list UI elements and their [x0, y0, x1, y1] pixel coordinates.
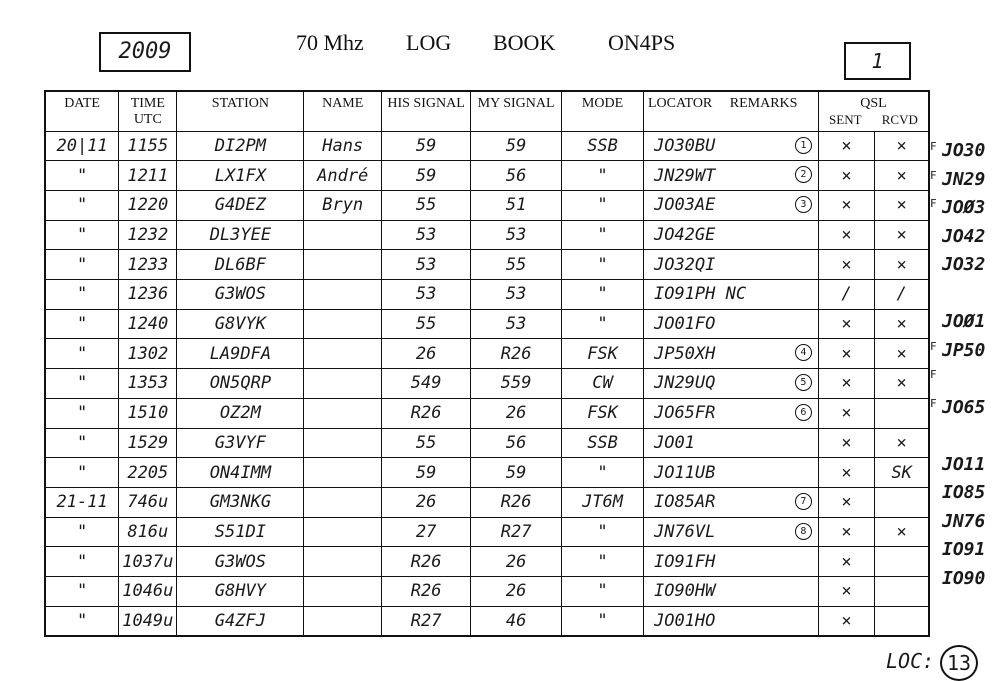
side-f-mark: F — [930, 168, 937, 182]
side-locator-note — [932, 140, 1001, 161]
side-notes — [932, 140, 1001, 620]
name-cell — [304, 547, 382, 577]
side-locator-text: JOØ1 — [942, 311, 986, 332]
date-cell: " — [45, 280, 119, 310]
table-row — [45, 398, 929, 428]
qsl-sent-cell: × — [818, 220, 874, 250]
locator-cell — [643, 190, 818, 220]
his-signal-cell: 53 — [382, 220, 471, 250]
mode-cell: " — [562, 458, 644, 488]
table-row — [45, 428, 929, 458]
locator-cell — [643, 220, 818, 250]
table-row — [45, 131, 929, 161]
time-cell: 1037u — [119, 547, 177, 577]
qsl-rcvd-cell — [875, 547, 929, 577]
log-table — [44, 90, 930, 637]
side-locator-note — [932, 511, 1001, 532]
locator-cell — [643, 369, 818, 399]
mode-cell: " — [562, 517, 644, 547]
date-cell: " — [45, 577, 119, 607]
qsl-sent-cell: × — [818, 250, 874, 280]
qsl-rcvd-cell: × — [875, 131, 929, 161]
remark-number: 7 — [795, 493, 812, 510]
station-cell: ON4IMM — [177, 458, 304, 488]
qsl-sent-cell: × — [818, 339, 874, 369]
his-signal-cell: R26 — [382, 547, 471, 577]
locator-cell — [643, 458, 818, 488]
qsl-sent-cell: × — [818, 369, 874, 399]
time-cell: 1049u — [119, 606, 177, 636]
time-cell: 1353 — [119, 369, 177, 399]
his-signal-cell: 27 — [382, 517, 471, 547]
time-cell: 1510 — [119, 398, 177, 428]
my-signal-cell: 56 — [471, 161, 562, 191]
side-locator-text: JO30 — [942, 140, 986, 161]
locator-text: IO91FH — [653, 551, 716, 572]
qsl-rcvd-cell: × — [875, 428, 929, 458]
locator-text: JP50XH — [653, 343, 716, 364]
qsl-rcvd-label: RCVD — [881, 112, 918, 127]
side-locator-text: IO91 — [942, 539, 986, 560]
qsl-sent-cell: / — [818, 280, 874, 310]
locator-cell — [643, 517, 818, 547]
locator-count-footer — [886, 643, 986, 679]
time-cell: 1220 — [119, 190, 177, 220]
col-header-locator-remarks: LOCATOR REMARKS — [643, 91, 818, 131]
locator-text: JN29WT — [653, 165, 716, 186]
table-row — [45, 517, 929, 547]
name-cell — [304, 487, 382, 517]
side-f-mark: F — [930, 339, 937, 353]
side-locator-text: JP50 — [942, 339, 986, 361]
his-signal-cell: 53 — [382, 250, 471, 280]
side-f-mark: F — [930, 140, 937, 153]
side-locator-note — [932, 311, 1001, 332]
station-cell: G3VYF — [177, 428, 304, 458]
side-locator-note — [932, 425, 1001, 446]
date-cell: " — [45, 369, 119, 399]
locator-cell — [643, 339, 818, 369]
his-signal-cell: 26 — [382, 339, 471, 369]
time-cell: 1211 — [119, 161, 177, 191]
my-signal-cell: 53 — [471, 280, 562, 310]
date-cell: " — [45, 309, 119, 339]
mode-cell: " — [562, 161, 644, 191]
my-signal-cell: 51 — [471, 190, 562, 220]
qsl-rcvd-cell: × — [875, 190, 929, 220]
table-row — [45, 487, 929, 517]
side-locator-note — [932, 254, 1001, 275]
qsl-rcvd-cell — [875, 577, 929, 607]
date-cell: " — [45, 428, 119, 458]
locator-text: JO32QI — [653, 254, 716, 275]
side-locator-note — [932, 340, 1001, 361]
locator-cell — [643, 309, 818, 339]
loc-count-circle: 13 — [940, 645, 978, 681]
date-cell: " — [45, 606, 119, 636]
his-signal-cell: R26 — [382, 398, 471, 428]
my-signal-cell: 26 — [471, 577, 562, 607]
side-f-mark: F — [930, 197, 937, 210]
date-cell: " — [45, 161, 119, 191]
station-cell: G8VYK — [177, 309, 304, 339]
locator-text: JO01 — [653, 432, 695, 453]
title-band: 70 Mhz — [296, 30, 364, 55]
locator-cell — [643, 398, 818, 428]
side-locator-note — [932, 454, 1001, 475]
side-locator-note — [932, 283, 1001, 304]
locator-text: JO65FR — [653, 403, 716, 424]
time-cell: 2205 — [119, 458, 177, 488]
date-cell: 20|11 — [45, 131, 119, 161]
my-signal-cell: 26 — [471, 547, 562, 577]
qsl-rcvd-cell — [875, 398, 929, 428]
station-cell: OZ2M — [177, 398, 304, 428]
col-header-date: DATE — [45, 91, 119, 131]
side-locator-text: JN29 — [942, 168, 986, 190]
qsl-rcvd-cell: SK — [875, 458, 929, 488]
locator-cell — [643, 577, 818, 607]
my-signal-cell: 53 — [471, 220, 562, 250]
locator-cell — [643, 280, 818, 310]
date-cell: " — [45, 220, 119, 250]
locator-text: JN76VL — [653, 521, 716, 542]
mode-cell: FSK — [562, 339, 644, 369]
my-signal-cell: 559 — [471, 369, 562, 399]
my-signal-cell: 59 — [471, 458, 562, 488]
side-locator-note — [932, 568, 1001, 589]
table-row — [45, 577, 929, 607]
name-cell: Bryn — [304, 190, 382, 220]
mode-cell: " — [562, 547, 644, 577]
title-book: BOOK — [493, 30, 556, 55]
date-cell: " — [45, 190, 119, 220]
remark-number: 6 — [795, 404, 812, 421]
locator-cell — [643, 250, 818, 280]
date-cell: " — [45, 517, 119, 547]
remark-number: 2 — [795, 166, 812, 183]
locator-cell — [643, 606, 818, 636]
name-cell: Hans — [304, 131, 382, 161]
table-row — [45, 250, 929, 280]
station-cell: DL3YEE — [177, 220, 304, 250]
station-cell: S51DI — [177, 517, 304, 547]
time-cell: 1232 — [119, 220, 177, 250]
side-f-mark: F — [930, 368, 937, 381]
side-locator-text: JO65 — [942, 396, 986, 418]
table-row — [45, 369, 929, 399]
mode-cell: " — [562, 220, 644, 250]
locator-cell — [643, 131, 818, 161]
qsl-sent-cell: × — [818, 309, 874, 339]
side-locator-note — [932, 482, 1001, 503]
col-header-his-signal: HIS SIGNAL — [382, 91, 471, 131]
qsl-rcvd-cell: × — [875, 369, 929, 399]
locator-text: JO11UB — [653, 462, 716, 483]
mode-cell: " — [562, 309, 644, 339]
station-cell: G3WOS — [177, 280, 304, 310]
mode-cell: " — [562, 606, 644, 636]
remark-number: 4 — [795, 344, 812, 361]
station-cell: ON5QRP — [177, 369, 304, 399]
qsl-sent-cell: × — [818, 161, 874, 191]
date-cell: 21-11 — [45, 487, 119, 517]
date-cell: " — [45, 250, 119, 280]
name-cell: André — [304, 161, 382, 191]
my-signal-cell: 59 — [471, 131, 562, 161]
qsl-rcvd-cell — [875, 487, 929, 517]
qsl-sent-cell: × — [818, 606, 874, 636]
my-signal-cell: 46 — [471, 606, 562, 636]
date-cell: " — [45, 339, 119, 369]
name-cell — [304, 220, 382, 250]
side-locator-note — [932, 226, 1001, 247]
time-cell: 1236 — [119, 280, 177, 310]
col-header-qsl — [818, 91, 929, 131]
station-cell: G4DEZ — [177, 190, 304, 220]
locator-text: JO01HO — [653, 610, 716, 631]
mode-cell: SSB — [562, 131, 644, 161]
remark-number: 3 — [795, 196, 812, 213]
locator-cell — [643, 428, 818, 458]
date-cell: " — [45, 398, 119, 428]
locator-text: JO01FO — [653, 314, 716, 335]
mode-cell: CW — [562, 369, 644, 399]
his-signal-cell: R27 — [382, 606, 471, 636]
name-cell — [304, 606, 382, 636]
qsl-rcvd-cell: × — [875, 161, 929, 191]
date-cell: " — [45, 458, 119, 488]
qsl-rcvd-cell: × — [875, 250, 929, 280]
time-cell: 1233 — [119, 250, 177, 280]
locator-text: JO03AE — [653, 195, 716, 216]
station-cell: LA9DFA — [177, 339, 304, 369]
name-cell — [304, 369, 382, 399]
side-locator-text: JN76 — [942, 510, 986, 532]
remark-number: 1 — [795, 137, 812, 154]
time-cell: 1529 — [119, 428, 177, 458]
his-signal-cell: 549 — [382, 369, 471, 399]
time-cell: 1155 — [119, 131, 177, 161]
table-header-row — [45, 91, 929, 131]
qsl-sent-cell: × — [818, 517, 874, 547]
my-signal-cell: 26 — [471, 398, 562, 428]
page-number-box: 1 — [844, 42, 911, 80]
table-row — [45, 280, 929, 310]
col-header-name: NAME — [304, 91, 382, 131]
his-signal-cell: 55 — [382, 309, 471, 339]
mode-cell: " — [562, 250, 644, 280]
qsl-label: QSL — [860, 96, 887, 111]
station-cell: DL6BF — [177, 250, 304, 280]
name-cell — [304, 517, 382, 547]
table-row — [45, 309, 929, 339]
side-locator-note — [932, 169, 1001, 190]
name-cell — [304, 577, 382, 607]
side-f-mark: F — [930, 396, 937, 410]
side-locator-text: JO11 — [942, 453, 986, 475]
time-cell: 1046u — [119, 577, 177, 607]
qsl-sent-cell: × — [818, 458, 874, 488]
qsl-rcvd-cell: × — [875, 339, 929, 369]
my-signal-cell: R27 — [471, 517, 562, 547]
my-signal-cell: R26 — [471, 487, 562, 517]
mode-cell: FSK — [562, 398, 644, 428]
col-header-station: STATION — [177, 91, 304, 131]
table-row — [45, 161, 929, 191]
side-locator-note — [932, 368, 1001, 389]
station-cell: DI2PM — [177, 131, 304, 161]
qsl-rcvd-cell: × — [875, 309, 929, 339]
my-signal-cell: 53 — [471, 309, 562, 339]
mode-cell: SSB — [562, 428, 644, 458]
locator-text: JN29UQ — [653, 373, 716, 394]
side-locator-note — [932, 397, 1001, 418]
locator-cell — [643, 547, 818, 577]
qsl-rcvd-cell: × — [875, 517, 929, 547]
qsl-sent-cell: × — [818, 398, 874, 428]
locator-text: JO30BU — [653, 135, 716, 156]
his-signal-cell: 55 — [382, 190, 471, 220]
table-row — [45, 190, 929, 220]
name-cell — [304, 250, 382, 280]
station-cell: G4ZFJ — [177, 606, 304, 636]
qsl-rcvd-cell — [875, 606, 929, 636]
his-signal-cell: 59 — [382, 458, 471, 488]
table-row — [45, 606, 929, 636]
time-cell: 746u — [119, 487, 177, 517]
qsl-sent-cell: × — [818, 547, 874, 577]
side-locator-text: JO32 — [942, 254, 986, 275]
qsl-rcvd-cell: × — [875, 220, 929, 250]
loc-label: LOC: — [886, 649, 935, 673]
station-cell: G3WOS — [177, 547, 304, 577]
locator-cell — [643, 487, 818, 517]
station-cell: GM3NKG — [177, 487, 304, 517]
qsl-sent-label: SENT — [829, 112, 862, 127]
his-signal-cell: R26 — [382, 577, 471, 607]
mode-cell: " — [562, 577, 644, 607]
page-title — [296, 30, 696, 60]
name-cell — [304, 398, 382, 428]
qsl-sent-cell: × — [818, 487, 874, 517]
name-cell — [304, 428, 382, 458]
mode-cell: " — [562, 190, 644, 220]
table-row — [45, 339, 929, 369]
qsl-sent-cell: × — [818, 577, 874, 607]
remark-number: 5 — [795, 374, 812, 391]
name-cell — [304, 458, 382, 488]
title-log: LOG — [406, 30, 452, 55]
side-locator-note — [932, 197, 1001, 218]
my-signal-cell: 55 — [471, 250, 562, 280]
side-locator-note — [932, 539, 1001, 560]
my-signal-cell: 56 — [471, 428, 562, 458]
qsl-sent-cell: × — [818, 428, 874, 458]
qsl-rcvd-cell: / — [875, 280, 929, 310]
name-cell — [304, 280, 382, 310]
his-signal-cell: 26 — [382, 487, 471, 517]
side-locator-text: JO42 — [942, 225, 986, 247]
side-locator-text: IO85 — [942, 482, 986, 503]
year-box: 2009 — [99, 32, 191, 72]
qsl-sent-cell: × — [818, 190, 874, 220]
station-cell: G8HVY — [177, 577, 304, 607]
time-cell: 816u — [119, 517, 177, 547]
table-row — [45, 220, 929, 250]
date-cell: " — [45, 547, 119, 577]
his-signal-cell: 53 — [382, 280, 471, 310]
title-callsign: ON4PS — [608, 30, 676, 55]
col-header-mode: MODE — [562, 91, 644, 131]
mode-cell: " — [562, 280, 644, 310]
table-row — [45, 547, 929, 577]
time-cell: 1240 — [119, 309, 177, 339]
time-cell: 1302 — [119, 339, 177, 369]
my-signal-cell: R26 — [471, 339, 562, 369]
locator-text: JO42GE — [653, 224, 716, 245]
side-locator-note — [932, 596, 1001, 617]
table-row — [45, 458, 929, 488]
locator-text: IO85AR — [653, 492, 716, 513]
station-cell: LX1FX — [177, 161, 304, 191]
remark-number: 8 — [795, 523, 812, 540]
his-signal-cell: 55 — [382, 428, 471, 458]
side-locator-text: JOØ3 — [942, 197, 986, 218]
name-cell — [304, 339, 382, 369]
log-body — [45, 131, 929, 636]
col-header-time: TIME UTC — [119, 91, 177, 131]
locator-text: IO90HW — [653, 581, 716, 602]
col-header-my-signal: MY SIGNAL — [471, 91, 562, 131]
his-signal-cell: 59 — [382, 161, 471, 191]
locator-cell — [643, 161, 818, 191]
qsl-sent-cell: × — [818, 131, 874, 161]
locator-text: IO91PH NC — [653, 284, 747, 305]
mode-cell: JT6M — [562, 487, 644, 517]
his-signal-cell: 59 — [382, 131, 471, 161]
side-locator-text: IO90 — [942, 567, 986, 589]
name-cell — [304, 309, 382, 339]
